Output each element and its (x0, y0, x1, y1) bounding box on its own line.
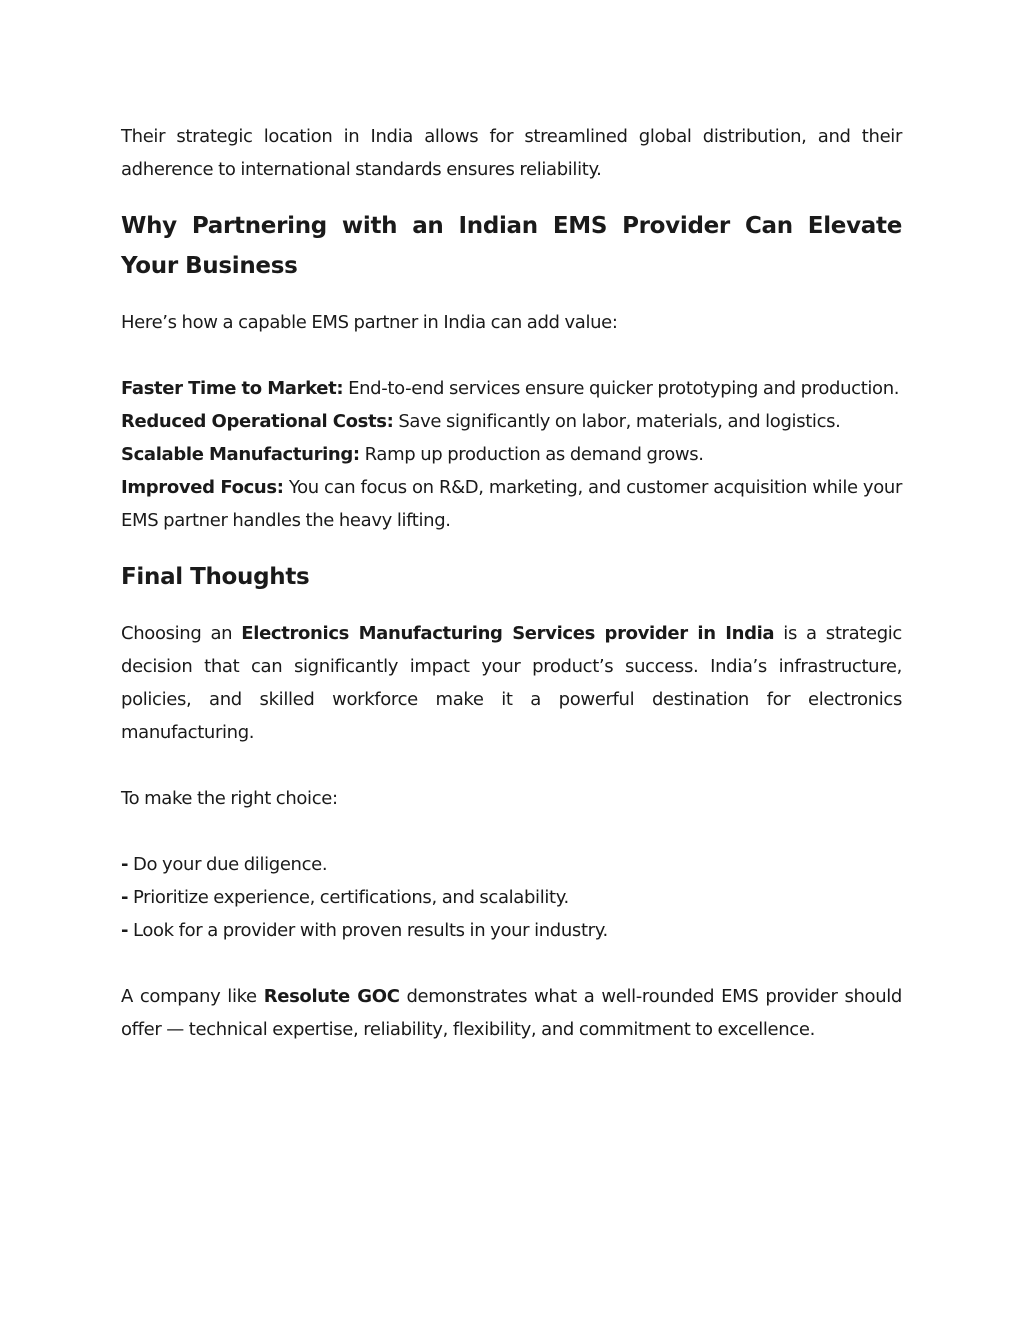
company-name: Resolute GOC (263, 986, 400, 1007)
benefit-text: End-to-end services ensure quicker prototyping and production. (343, 378, 900, 399)
benefit-text: Save significantly on labor, materials, and logistics. (393, 411, 841, 432)
benefit-label: Faster Time to Market: (121, 378, 344, 399)
final-text-after: is a strategic decision that can significantly impact your product’s success. India’s infrastructure, policies, and skilled workforce make it a powerful destination for electronics manufacturing. (121, 623, 902, 743)
final-text-before: Choosing an (121, 623, 242, 644)
benefits-list (121, 372, 902, 537)
choice-text: Prioritize experience, certifications, and scalability. (128, 887, 569, 908)
benefits-lead: Here’s how a capable EMS partner in India can add value: (121, 312, 618, 333)
choice-item (121, 848, 902, 881)
benefit-text: Ramp up production as demand grows. (359, 444, 704, 465)
benefit-item (121, 372, 902, 405)
choice-text: Do your due diligence. (128, 854, 328, 875)
closing-paragraph (121, 980, 902, 1046)
final-thoughts-paragraph (121, 617, 902, 749)
intro-paragraph: Their strategic location in India allows for streamlined global distribution, and their adherence to international standards ensures reliability. (121, 126, 902, 180)
bullet-marker: - (121, 854, 129, 875)
document-page (121, 120, 902, 1046)
bullet-marker: - (121, 887, 129, 908)
benefit-label: Scalable Manufacturing: (121, 444, 360, 465)
choice-text: Look for a provider with proven results in your industry. (128, 920, 608, 941)
bullet-marker: - (121, 920, 129, 941)
section-heading-final-thoughts: Final Thoughts (121, 564, 310, 590)
section-heading-partnering: Why Partnering with an Indian EMS Provider Can Elevate Your Business (121, 213, 902, 279)
choice-item (121, 914, 902, 947)
benefit-item (121, 471, 902, 537)
benefit-label: Improved Focus: (121, 477, 284, 498)
benefit-label: Reduced Operational Costs: (121, 411, 394, 432)
final-text-bold: Electronics Manufacturing Services provider in India (241, 623, 775, 644)
closing-text-after: demonstrates what a well-rounded EMS provider should offer — technical expertise, reliability, flexibility, and commitment to excellence. (121, 986, 902, 1040)
closing-text-before: A company like (121, 986, 264, 1007)
choice-list (121, 848, 902, 947)
benefit-item (121, 438, 902, 471)
benefit-text: You can focus on R&D, marketing, and customer acquisition while your EMS partner handles the heavy lifting. (121, 477, 902, 531)
choice-lead: To make the right choice: (121, 788, 338, 809)
choice-item (121, 881, 902, 914)
benefit-item (121, 405, 902, 438)
